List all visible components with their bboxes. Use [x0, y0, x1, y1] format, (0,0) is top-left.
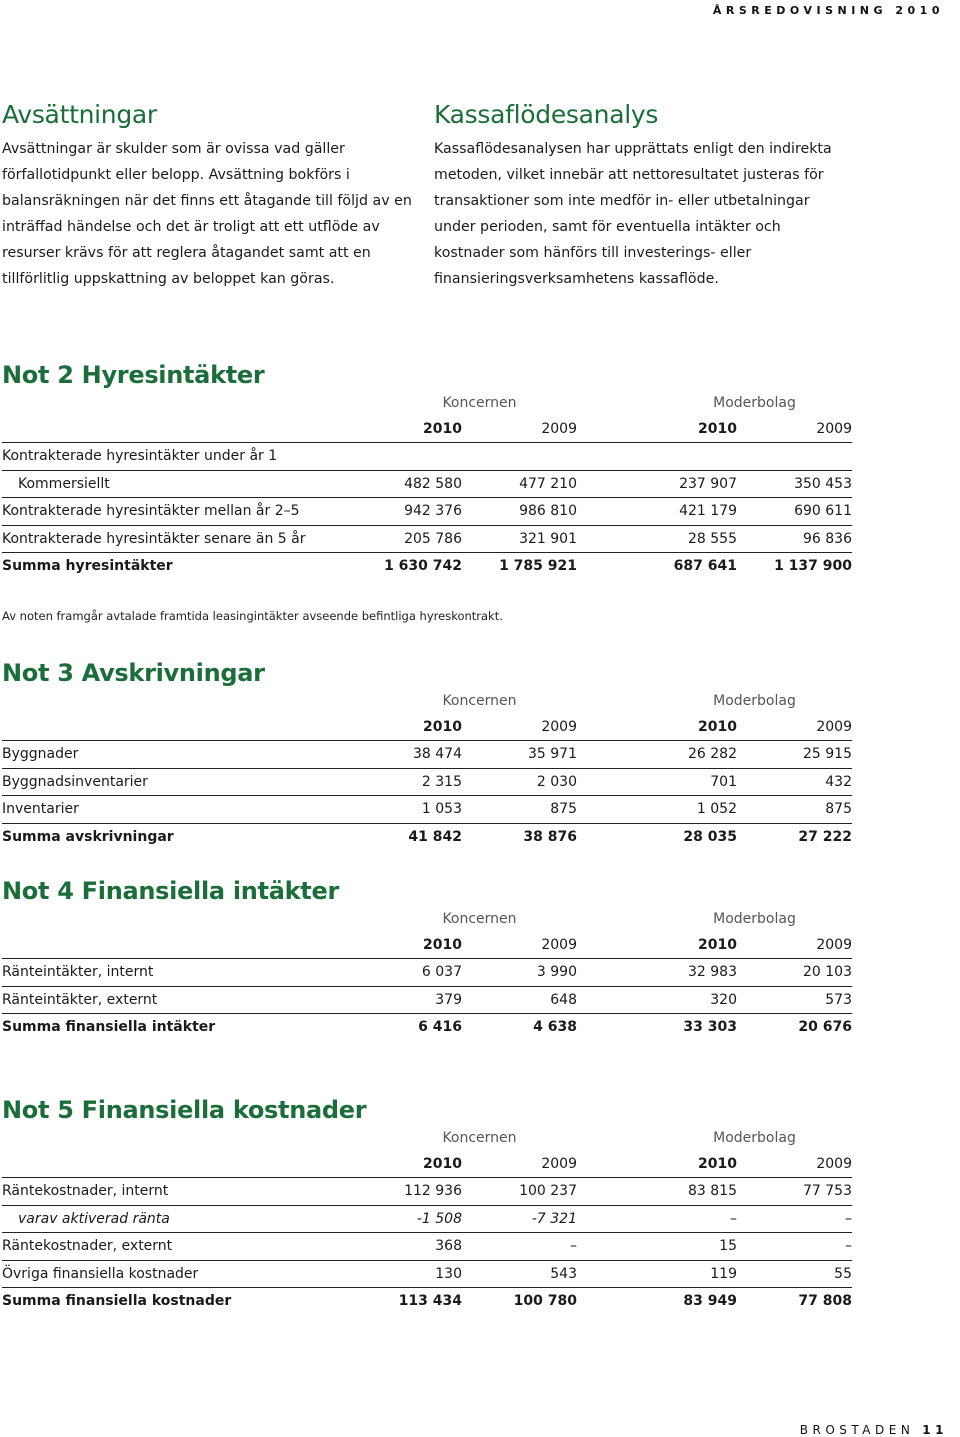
cell-value: 3 990 [462, 959, 577, 987]
note-title-text: Hyresintäkter [81, 361, 265, 389]
cell-value: 15 [617, 1233, 737, 1261]
note-3-title [2, 658, 852, 688]
year-2009: 2009 [541, 421, 577, 437]
row-label: Summa hyresintäkter [2, 553, 342, 580]
note-2 [2, 360, 852, 580]
year-2009: 2009 [816, 719, 852, 735]
row-label: Räntekostnader, externt [2, 1233, 342, 1261]
group-header-row [2, 906, 852, 932]
cell-value: 321 901 [462, 525, 577, 553]
cell-value: 368 [342, 1233, 462, 1261]
koncernen-label: Koncernen [442, 395, 517, 411]
cell-value: 1 630 742 [342, 553, 462, 580]
running-footer [800, 1423, 948, 1437]
year-2009: 2009 [541, 1156, 577, 1172]
note-5-title [2, 1095, 852, 1125]
row-label: Summa finansiella intäkter [2, 1014, 342, 1041]
avsattningar-heading: Avsättningar [2, 100, 157, 129]
row-label: Ränteintäkter, internt [2, 959, 342, 987]
year-2010: 2010 [423, 1156, 462, 1172]
cell-value: – [617, 1205, 737, 1233]
row-label: Summa finansiella kostnader [2, 1288, 342, 1315]
table-row [2, 959, 852, 987]
cell-value: 986 810 [462, 498, 577, 526]
koncernen-label: Koncernen [442, 693, 517, 709]
row-label: Summa avskrivningar [2, 823, 342, 850]
cell-value: 119 [617, 1260, 737, 1288]
group-header-row [2, 688, 852, 714]
table-row [2, 443, 852, 471]
cell-value: 38 474 [342, 741, 462, 769]
cell-value: 32 983 [617, 959, 737, 987]
cell-value: 205 786 [342, 525, 462, 553]
cell-value: 648 [462, 986, 577, 1014]
cell-value: – [737, 1205, 852, 1233]
table-row [2, 1260, 852, 1288]
avsattningar-text: Avsättningar är skulder som är ovissa vad gäller förfallotidpunkt eller belopp. Avsättning bokförs i balansräkningen när det finns ett åtagande till följd av en inträffad händelse och det är troligt att ett utflöde av resurser krävs för att reglera åtagandet samt att en tillförlitlig uppskattning av beloppet kan göras. [2, 141, 412, 287]
cell-value: 237 907 [617, 470, 737, 498]
table-row [2, 1233, 852, 1261]
year-header-row [2, 932, 852, 959]
year-header-row [2, 714, 852, 741]
year-2010: 2010 [698, 719, 737, 735]
cell-value: 1 137 900 [737, 553, 852, 580]
cell-value: 28 555 [617, 525, 737, 553]
footer-brand: BROSTADEN [799, 1423, 915, 1437]
year-2010: 2010 [698, 1156, 737, 1172]
cell-value: 687 641 [617, 553, 737, 580]
cell-value: 875 [462, 796, 577, 824]
row-label: Byggnadsinventarier [2, 768, 342, 796]
note-4-title [2, 876, 852, 906]
cell-value: 477 210 [462, 470, 577, 498]
cell-value: -7 321 [462, 1205, 577, 1233]
kassaflode-section [434, 100, 854, 292]
cell-value: 421 179 [617, 498, 737, 526]
cell-value: – [462, 1233, 577, 1261]
sum-row [2, 1288, 852, 1315]
moderbolag-label: Moderbolag [713, 395, 796, 411]
note-5 [2, 1095, 852, 1315]
moderbolag-label: Moderbolag [713, 911, 796, 927]
note-number: Not 4 [2, 877, 74, 905]
note-4-table [2, 906, 852, 1041]
cell-value: 482 580 [342, 470, 462, 498]
year-2010: 2010 [698, 937, 737, 953]
note-5-table [2, 1125, 852, 1315]
note-number: Not 3 [2, 659, 74, 687]
cell-value: 96 836 [737, 525, 852, 553]
cell-value: 6 416 [342, 1014, 462, 1041]
cell-value: 20 103 [737, 959, 852, 987]
table-row [2, 741, 852, 769]
table-row [2, 986, 852, 1014]
kassaflode-text: Kassaflödesanalysen har upprättats enligt den indirekta metoden, vilket innebär att nettoresultatet justeras för transaktioner som inte medför in- eller utbetalningar under perioden, samt för eventuella intäkter och kostnader som hänförs till investerings- eller finansieringsverksamhetens kassaflöde. [434, 141, 832, 287]
kassaflode-heading: Kassaflödesanalys [434, 100, 659, 129]
cell-value: 38 876 [462, 823, 577, 850]
cell-value: 573 [737, 986, 852, 1014]
koncernen-label: Koncernen [442, 911, 517, 927]
cell-value: – [737, 1233, 852, 1261]
cell-value: 33 303 [617, 1014, 737, 1041]
row-label: Övriga finansiella kostnader [2, 1260, 342, 1288]
cell-value: 875 [737, 796, 852, 824]
avsattningar-section [2, 100, 412, 292]
page-number: 11 [922, 1423, 948, 1437]
cell-value: 113 434 [342, 1288, 462, 1315]
table-row [2, 1205, 852, 1233]
year-2010: 2010 [423, 937, 462, 953]
cell-value: 379 [342, 986, 462, 1014]
table-row [2, 796, 852, 824]
cell-value: 701 [617, 768, 737, 796]
running-header: ÅRSREDOVISNING 2010 [712, 4, 944, 17]
sum-row [2, 553, 852, 580]
group-header-row [2, 390, 852, 416]
year-2009: 2009 [816, 1156, 852, 1172]
note-number: Not 5 [2, 1096, 74, 1124]
table-row [2, 525, 852, 553]
cell-value: 83 949 [617, 1288, 737, 1315]
cell-value: 432 [737, 768, 852, 796]
cell-value: 41 842 [342, 823, 462, 850]
moderbolag-label: Moderbolag [713, 1130, 796, 1146]
cell-value: 2 315 [342, 768, 462, 796]
row-label: Ränteintäkter, externt [2, 986, 342, 1014]
koncernen-label: Koncernen [442, 1130, 517, 1146]
moderbolag-label: Moderbolag [713, 693, 796, 709]
table-row [2, 1178, 852, 1206]
cell-value: 100 780 [462, 1288, 577, 1315]
cell-value: 112 936 [342, 1178, 462, 1206]
cell-value: 55 [737, 1260, 852, 1288]
cell-value: 77 808 [737, 1288, 852, 1315]
year-2009: 2009 [816, 421, 852, 437]
note-2-footnote: Av noten framgår avtalade framtida leasingintäkter avseende befintliga hyreskontrakt. [2, 609, 503, 623]
row-label: Inventarier [2, 796, 342, 824]
year-2009: 2009 [816, 937, 852, 953]
note-title-text: Finansiella kostnader [81, 1096, 367, 1124]
row-label: Kontrakterade hyresintäkter senare än 5 år [2, 525, 342, 553]
note-4 [2, 876, 852, 1041]
year-2010: 2010 [423, 719, 462, 735]
table-row [2, 768, 852, 796]
year-2009: 2009 [541, 937, 577, 953]
cell-value: 543 [462, 1260, 577, 1288]
note-3-table [2, 688, 852, 850]
note-number: Not 2 [2, 361, 74, 389]
cell-value: 83 815 [617, 1178, 737, 1206]
cell-value: 25 915 [737, 741, 852, 769]
note-2-title [2, 360, 852, 390]
cell-value: 28 035 [617, 823, 737, 850]
year-2010: 2010 [698, 421, 737, 437]
row-label: Räntekostnader, internt [2, 1178, 342, 1206]
cell-value: 1 053 [342, 796, 462, 824]
note-2-table [2, 390, 852, 580]
cell-value: 6 037 [342, 959, 462, 987]
sum-row [2, 1014, 852, 1041]
note-title-text: Avskrivningar [81, 659, 265, 687]
cell-value: 1 785 921 [462, 553, 577, 580]
sum-row [2, 823, 852, 850]
row-label: Kommersiellt [2, 470, 342, 498]
cell-value: 2 030 [462, 768, 577, 796]
cell-value: 27 222 [737, 823, 852, 850]
cell-value: 942 376 [342, 498, 462, 526]
table-row [2, 498, 852, 526]
note-title-text: Finansiella intäkter [81, 877, 339, 905]
group-header-row [2, 1125, 852, 1151]
table-row [2, 470, 852, 498]
row-label: Kontrakterade hyresintäkter under år 1 [2, 443, 342, 471]
cell-value: 320 [617, 986, 737, 1014]
note-3 [2, 658, 852, 850]
cell-value: 20 676 [737, 1014, 852, 1041]
cell-value: 690 611 [737, 498, 852, 526]
row-label: Byggnader [2, 741, 342, 769]
year-2010: 2010 [423, 421, 462, 437]
cell-value: 77 753 [737, 1178, 852, 1206]
year-2009: 2009 [541, 719, 577, 735]
year-header-row [2, 416, 852, 443]
cell-value: 100 237 [462, 1178, 577, 1206]
cell-value: -1 508 [342, 1205, 462, 1233]
row-label: varav aktiverad ränta [2, 1205, 342, 1233]
cell-value: 4 638 [462, 1014, 577, 1041]
row-label: Kontrakterade hyresintäkter mellan år 2–5 [2, 498, 342, 526]
cell-value: 26 282 [617, 741, 737, 769]
cell-value: 35 971 [462, 741, 577, 769]
cell-value: 130 [342, 1260, 462, 1288]
cell-value: 1 052 [617, 796, 737, 824]
cell-value: 350 453 [737, 470, 852, 498]
year-header-row [2, 1151, 852, 1178]
